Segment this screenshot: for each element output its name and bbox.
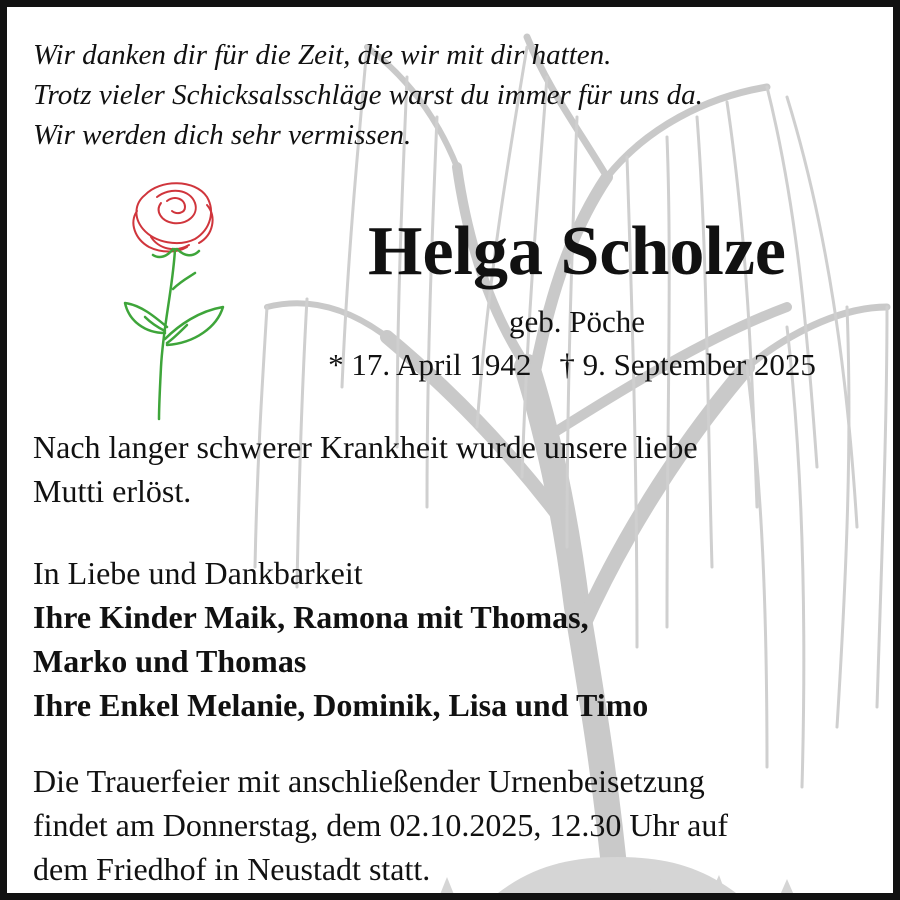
family-intro: In Liebe und Dankbarkeit [33,555,363,591]
birth-date: * 17. April 1942 [328,347,532,382]
ceremony-line: findet am Donnerstag, dem 02.10.2025, 12.30 Uhr auf [33,807,728,843]
ceremony-info [33,759,728,891]
family-line: Marko und Thomas [33,643,307,679]
ceremony-line: Die Trauerfeier mit anschließender Urnenbeisetzung [33,763,705,799]
verse [33,35,703,155]
family-line: Ihre Kinder Maik, Ramona mit Thomas, [33,599,589,635]
verse-line: Wir werden dich sehr vermissen. [33,119,412,151]
verse-line: Trotz vieler Schicksalsschläge warst du immer für uns da. [33,79,703,111]
family-line: Ihre Enkel Melanie, Dominik, Lisa und Timo [33,687,649,723]
ceremony-line: dem Friedhof in Neustadt statt. [33,851,431,887]
family-signature [33,551,648,727]
message-line: Mutti erlöst. [33,473,192,509]
birth-name: geb. Pöche [508,304,646,339]
life-dates [247,345,897,385]
death-date: † 9. September 2025 [559,347,816,382]
rose-illustration [115,177,235,422]
verse-line: Wir danken dir für die Zeit, die wir mit dir hatten. [33,39,612,71]
message-line: Nach langer schwerer Krankheit wurde unsere liebe [33,429,698,465]
deceased-name: Helga Scholze [368,213,786,290]
message [33,425,698,513]
